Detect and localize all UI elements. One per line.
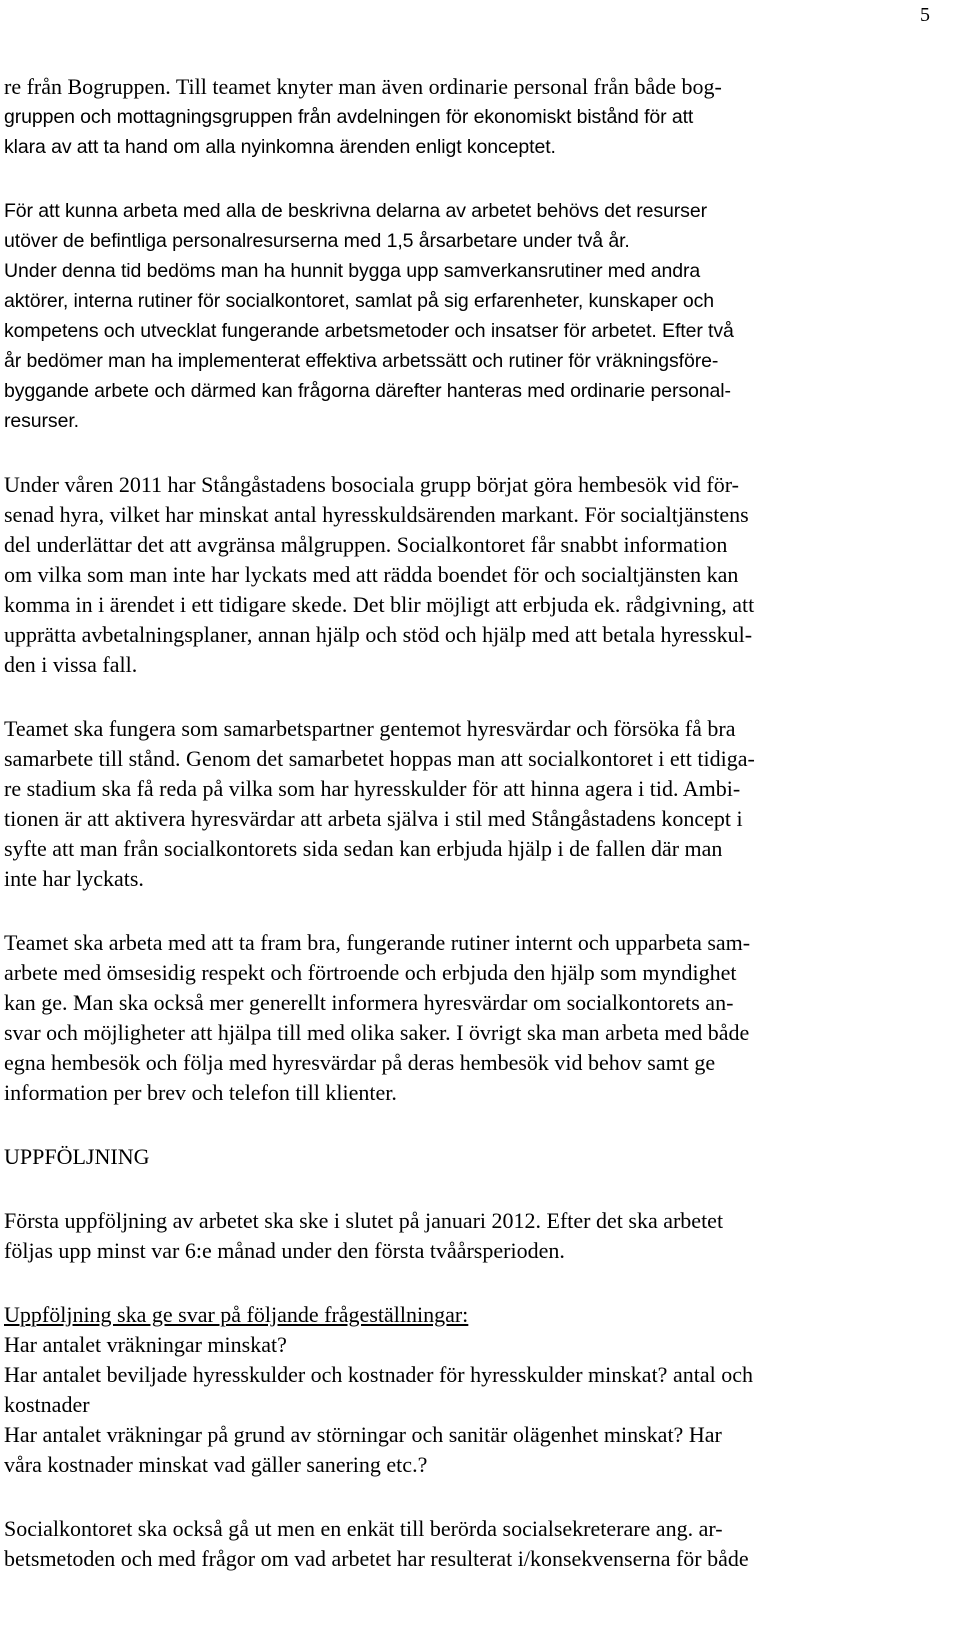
paragraph-resources <box>4 196 944 436</box>
text-line: om vilka som man inte har lyckats med att rädda boendet för och socialtjänsten kan <box>4 562 739 587</box>
text-line: betsmetoden och med frågor om vad arbetet har resulterat i/konsekvenserna för både <box>4 1546 749 1571</box>
text-line: kostnader <box>4 1392 90 1417</box>
text-line: gruppen och mottagningsgruppen från avdelningen för ekonomiskt bistånd för att <box>4 106 694 128</box>
text-line: För att kunna arbeta med alla de beskrivna delarna av arbetet behövs det resurser <box>4 200 707 222</box>
text-line: byggande arbete och därmed kan frågorna därefter hanteras med ordinarie personal- <box>4 380 731 402</box>
text-line: den i vissa fall. <box>4 652 138 677</box>
text-line: del underlättar det att avgränsa målgruppen. Socialkontoret får snabbt information <box>4 532 728 557</box>
text-line: våra kostnader minskat vad gäller sanering etc.? <box>4 1452 428 1477</box>
questions-heading: Uppföljning ska ge svar på följande frågeställningar: <box>4 1302 469 1327</box>
paragraph-spring-2011 <box>4 470 944 680</box>
text-line: år bedömer man ha implementerat effektiva arbetssätt och rutiner för vräkningsföre- <box>4 350 719 372</box>
text-line: tionen är att aktivera hyresvärdar att arbeta själva i stil med Stångåstadens koncept i <box>4 806 743 831</box>
text-line: aktörer, interna rutiner för socialkontoret, samlat på sig erfarenheter, kunskaper och <box>4 290 715 312</box>
questions-list <box>4 1330 944 1480</box>
paragraph-survey <box>4 1514 944 1574</box>
section-heading: UPPFÖLJNING <box>4 1144 150 1169</box>
text-line: Under våren 2011 har Stångåstadens bosociala grupp börjat göra hembesök vid för- <box>4 472 739 497</box>
text-line: Under denna tid bedöms man ha hunnit bygga upp samverkansrutiner med andra <box>4 260 701 282</box>
text-line: klara av att ta hand om alla nyinkomna ärenden enligt konceptet. <box>4 136 556 158</box>
text-line: re från Bogruppen. Till teamet knyter man även ordinarie personal från både bog- <box>4 74 722 99</box>
text-line: Socialkontoret ska också gå ut men en enkät till berörda socialsekreterare ang. ar- <box>4 1516 723 1541</box>
paragraph-intro <box>4 72 944 162</box>
paragraph-partner <box>4 714 944 894</box>
text-line: utöver de befintliga personalresurserna med 1,5 årsarbetare under två år. <box>4 230 630 252</box>
paragraph-routines <box>4 928 944 1108</box>
text-line: svar och möjligheter att hjälpa till med olika saker. I övrigt ska man arbeta med både <box>4 1020 750 1045</box>
text-line: senad hyra, vilket har minskat antal hyresskuldsärenden markant. För socialtjänstens <box>4 502 749 527</box>
text-line: Första uppföljning av arbetet ska ske i slutet på januari 2012. Efter det ska arbetet <box>4 1208 724 1233</box>
text-line: Teamet ska arbeta med att ta fram bra, fungerande rutiner internt och upparbeta sam- <box>4 930 751 955</box>
text-line: följas upp minst var 6:e månad under den första tvåårsperioden. <box>4 1238 565 1263</box>
text-line: komma in i ärendet i ett tidigare skede. Det blir möjligt att erbjuda ek. rådgivning, att <box>4 592 755 617</box>
text-line: inte har lyckats. <box>4 866 144 891</box>
text-line: arbete med ömsesidig respekt och förtroende och erbjuda den hjälp som myndighet <box>4 960 737 985</box>
paragraph-followup <box>4 1206 944 1266</box>
text-line: upprätta avbetalningsplaner, annan hjälp och stöd och hjälp med att betala hyresskul- <box>4 622 753 647</box>
text-line: re stadium ska få reda på vilka som har hyresskulder för att hinna agera i tid. Ambi- <box>4 776 741 801</box>
text-line: resurser. <box>4 410 79 432</box>
text-line: syfte att man från socialkontorets sida sedan kan erbjuda hjälp i de fallen där man <box>4 836 723 861</box>
text-line: Teamet ska fungera som samarbetspartner gentemot hyresvärdar och försöka få bra <box>4 716 736 741</box>
text-line: Har antalet vräkningar på grund av störningar och sanitär olägenhet minskat? Har <box>4 1422 722 1447</box>
page-number: 5 <box>920 4 930 26</box>
text-line: egna hembesök och följa med hyresvärdar på deras hembesök vid behov samt ge <box>4 1050 716 1075</box>
text-line: samarbete till stånd. Genom det samarbetet hoppas man att socialkontoret i ett tidiga- <box>4 746 755 771</box>
text-line: kan ge. Man ska också mer generellt informera hyresvärdar om socialkontorets an- <box>4 990 734 1015</box>
text-line: kompetens och utvecklat fungerande arbetsmetoder och insatser för arbetet. Efter två <box>4 320 734 342</box>
text-line: Har antalet beviljade hyresskulder och kostnader för hyresskulder minskat? antal och <box>4 1362 753 1387</box>
document-body <box>4 72 944 1574</box>
text-line: information per brev och telefon till klienter. <box>4 1080 397 1105</box>
text-line: Har antalet vräkningar minskat? <box>4 1332 287 1357</box>
